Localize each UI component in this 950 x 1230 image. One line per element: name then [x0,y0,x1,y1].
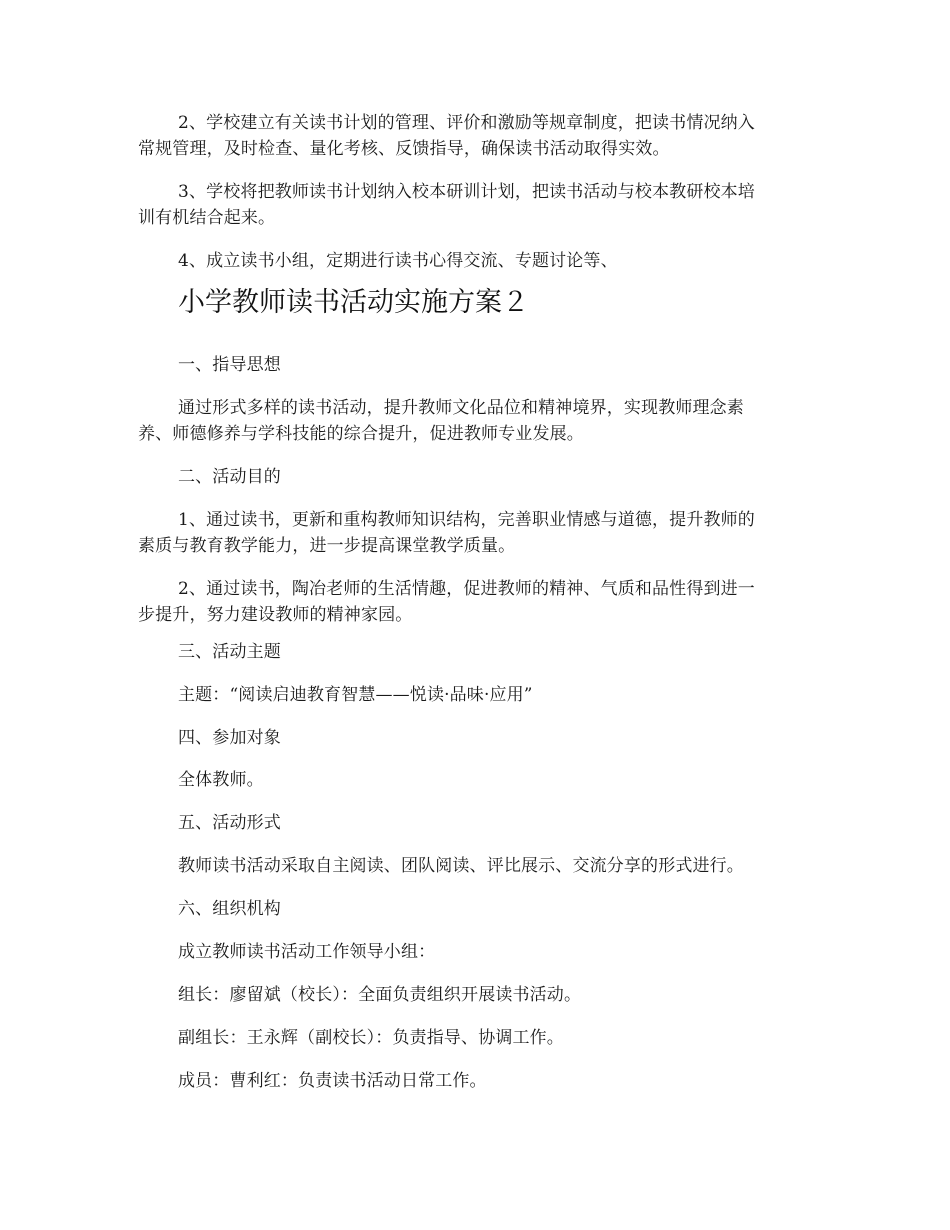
section-1-body-line-2: 养、师德修养与学科技能的综合提升，促进教师专业发展。 [138,424,584,444]
paragraph-3-line-2: 训有机结合起来。 [138,208,276,228]
section-6-leader: 组长：廖留斌（校长）：全面负责组织开展读书活动。 [178,985,582,1005]
section-2-heading: 二、活动目的 [178,467,281,487]
section-1-heading: 一、指导思想 [178,355,281,375]
section-6-heading: 六、组织机构 [178,899,281,919]
section-2-item-2-line-1: 2、通过读书，陶冶老师的生活情趣，促进教师的精神、气质和品性得到进一 [178,579,755,599]
section-4-body: 全体教师。 [178,770,264,790]
section-5-body: 教师读书活动采取自主阅读、团队阅读、评比展示、交流分享的形式进行。 [178,856,744,876]
document-page [138,0,810,1230]
section-6-member: 成员：曹利红：负责读书活动日常工作。 [178,1071,487,1091]
section-3-body: 主题：“阅读启迪教育智慧——悦读·品味·应用” [178,685,533,705]
paragraph-2-line-2: 常规管理，及时检查、量化考核、反馈指导，确保读书活动取得实效。 [138,139,670,159]
paragraph-3-line-1: 3、学校将把教师读书计划纳入校本研训计划，把读书活动与校本教研校本培 [178,182,755,202]
document-title: 小学教师读书活动实施方案２ [178,287,529,318]
section-4-heading: 四、参加对象 [178,728,281,748]
section-5-heading: 五、活动形式 [178,813,281,833]
section-2-item-1-line-2: 素质与教育教学能力，进一步提高课堂教学质量。 [138,536,516,556]
paragraph-2-line-1: 2、学校建立有关读书计划的管理、评价和激励等规章制度，把读书情况纳入 [178,113,755,133]
section-6-intro: 成立教师读书活动工作领导小组： [178,942,436,962]
section-2-item-1-line-1: 1、通过读书，更新和重构教师知识结构，完善职业情感与道德，提升教师的 [178,510,755,530]
paragraph-4-line-1: 4、成立读书小组，定期进行读书心得交流、专题讨论等、 [178,251,618,271]
section-2-item-2-line-2: 步提升，努力建设教师的精神家园。 [138,605,413,625]
section-3-heading: 三、活动主题 [178,642,281,662]
section-1-body-line-1: 通过形式多样的读书活动，提升教师文化品位和精神境界，实现教师理念素 [178,398,744,418]
section-6-deputy: 副组长：王永辉（副校长）：负责指导、协调工作。 [178,1028,564,1048]
